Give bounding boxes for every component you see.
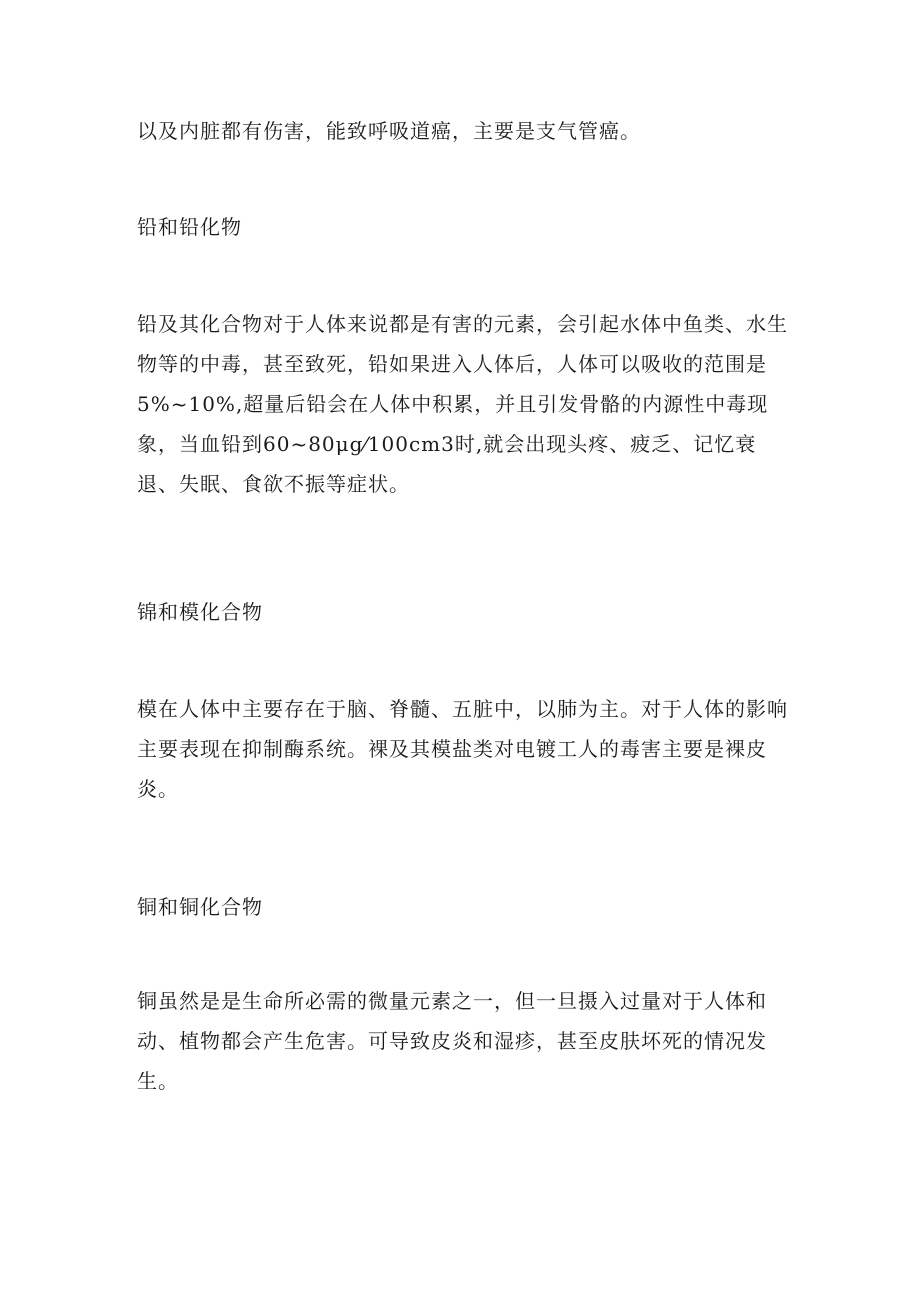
section-heading-mo: 锦和模化合物 — [137, 600, 263, 624]
section-paragraph-mo: 模在人体中主要存在于脑、脊髓、五脏中，以肺为主。对于人体的影响主要表现在抑制酶系统。裸及其模盐类对电镀工人的毒害主要是裸皮炎。 — [137, 697, 788, 801]
intro-paragraph: 以及内脏都有伤害，能致呼吸道癌，主要是支气管癌。 — [137, 119, 641, 143]
section-heading-copper: 铜和铜化合物 — [137, 895, 263, 919]
section-heading-lead: 铅和铅化物 — [137, 215, 242, 239]
section-paragraph-lead: 铅及其化合物对于人体来说都是有害的元素，会引起水体中鱼类、水生物等的中毒，甚至致死，铅如果进入人体后，人体可以吸收的范围是5%~10%,超量后铅会在人体中积累，并且引发骨骼的内源性中毒现象，当血铅到60~80μg⁄100cm3时,就会出现头疼、疲乏、记忆衰退、失眠、食欲不振等症状。 — [137, 312, 788, 496]
section-paragraph-copper: 铜虽然是是生命所必需的微量元素之一，但一旦摄入过量对于人体和动、植物都会产生危害。可导致皮炎和湿疹，甚至皮肤坏死的情况发生。 — [137, 989, 767, 1093]
